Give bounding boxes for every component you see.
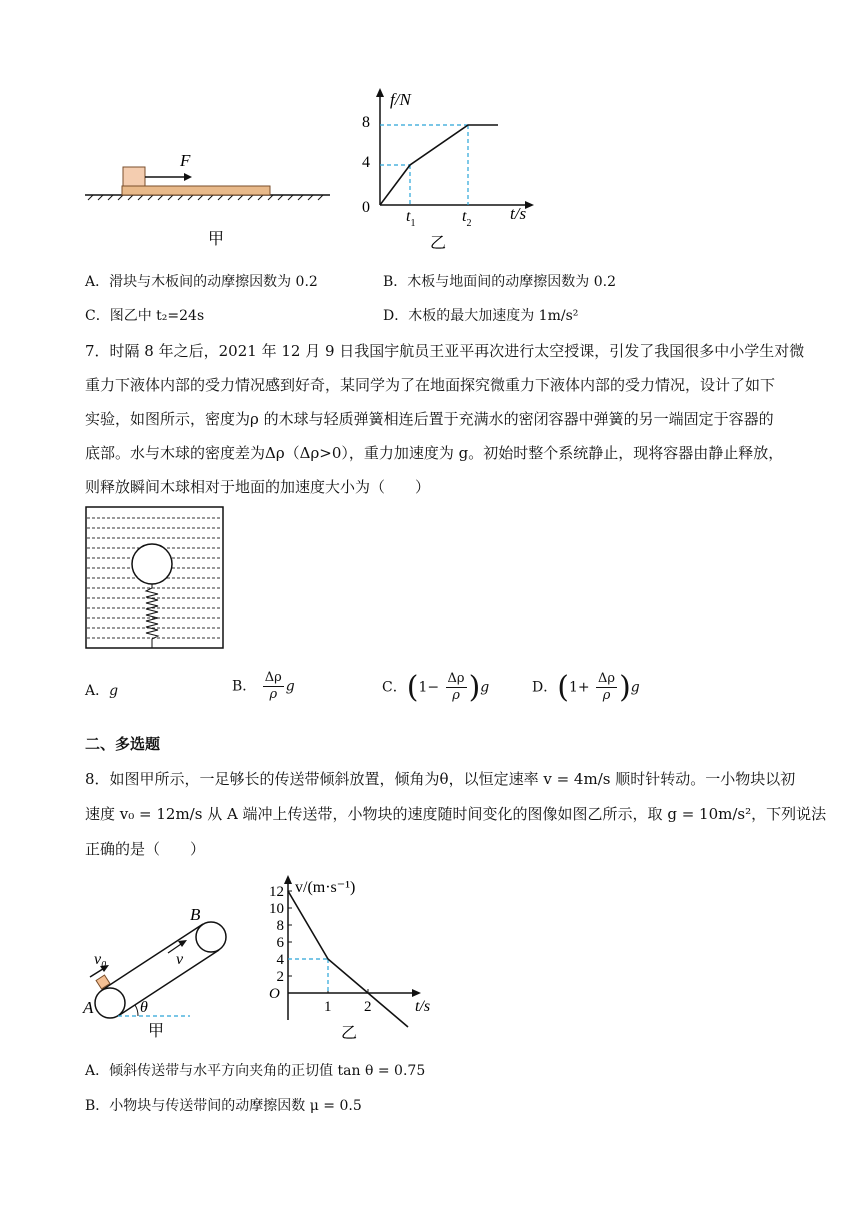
q8-line-3: 正确的是（ ）	[85, 840, 206, 858]
belt-top	[102, 924, 203, 990]
y-tick-label: 6	[276, 935, 284, 951]
q7-option-d[interactable]: D．(1+ $\frac{\Delta\rho}{\rho}$ )g	[532, 670, 640, 705]
label-b: B	[190, 905, 201, 924]
y-tick-label: 8	[276, 918, 284, 934]
q8-v-t-chart	[255, 870, 455, 1045]
y-tick-label: 2	[276, 969, 284, 985]
label-v0: v₀	[94, 951, 107, 968]
wooden-ball	[132, 544, 172, 584]
fig-caption: 甲	[208, 229, 225, 248]
q6-option-b[interactable]: B．木板与地面间的动摩擦因数为 0.2	[383, 274, 617, 290]
y-tick-4: 4	[362, 154, 370, 171]
q6-option-c[interactable]: C．图乙中 t₂=24s	[85, 308, 205, 324]
x-tick-label: 1	[324, 999, 332, 1015]
y-tick-label: 4	[276, 952, 284, 968]
q8-option-b[interactable]: B．小物块与传送带间的动摩擦因数 μ = 0.5	[85, 1098, 362, 1114]
q6-f-t-chart	[350, 85, 550, 260]
x-tick-t2: $t_2$	[462, 208, 472, 229]
fig-caption: 乙	[430, 233, 447, 252]
q8-conveyor-figure	[80, 905, 250, 1040]
q8-line-2: 速度 v₀ = 12m/s 从 A 端冲上传送带，小物块的速度随时间变化的图像如图乙所示，取 g = 10m/s²，下列说法	[85, 805, 827, 823]
y-axis-label: f/N	[390, 90, 411, 109]
force-label: F	[180, 151, 191, 170]
y-tick-8: 8	[362, 114, 370, 131]
q7-option-c[interactable]: C．(1− $\frac{\Delta\rho}{\rho}$ )g	[382, 670, 490, 705]
origin-label: O	[269, 986, 280, 1002]
q7-option-b[interactable]: B． $\frac{\Delta\rho}{\rho}$ g	[232, 670, 295, 702]
origin-label: 0	[362, 199, 370, 216]
q6-option-a[interactable]: A．滑块与木板间的动摩擦因数为 0.2	[85, 274, 318, 290]
y-tick-label: 12	[269, 884, 284, 900]
slider-block	[123, 167, 145, 186]
q8-line-1: 8．如图甲所示，一足够长的传送带倾斜放置，倾角为θ，以恒定速率 v = 4m/s 顺时针转动。一小物块以初	[85, 770, 796, 788]
q7-line-2: 重力下液体内部的受力情况感到好奇，某同学为了在地面探究微重力下液体内部的受力情况，设计了如下	[85, 376, 776, 394]
wooden-board	[122, 186, 270, 195]
label-a: A	[83, 998, 94, 1017]
x-axis-label: t/s	[415, 998, 431, 1015]
y-axis-label: v/(m·s⁻¹)	[295, 879, 356, 896]
fig-caption: 乙	[341, 1023, 358, 1042]
q6-fig-jia	[80, 150, 340, 250]
label-v: v	[176, 951, 184, 968]
belt-bottom	[118, 950, 219, 1016]
q8-option-a[interactable]: A．倾斜传送带与水平方向夹角的正切值 tan θ = 0.75	[85, 1063, 426, 1079]
q7-line-1: 7．时隔 8 年之后，2021 年 12 月 9 日我国宇航员王亚平再次进行太空授课，引发了我国很多中小学生对微	[85, 342, 805, 360]
label-theta: θ	[140, 999, 148, 1016]
q7-line-4: 底部。水与木球的密度差为Δρ（Δρ>0），重力加速度为 g。初始时整个系统静止，现将容器由静止释放，	[85, 444, 784, 462]
q7-container-figure	[85, 506, 225, 650]
x-tick-label: 2	[364, 999, 372, 1015]
q7-line-3: 实验，如图所示，密度为ρ 的木球与轻质弹簧相连后置于充满水的密闭容器中弹簧的另一端固定于容器的	[85, 410, 774, 428]
y-tick-label: 10	[269, 901, 284, 917]
q7-line-5: 则释放瞬间木球相对于地面的加速度大小为（ ）	[85, 478, 431, 496]
x-tick-t1: $t_1$	[406, 208, 416, 229]
q7-option-a[interactable]: A．g	[85, 683, 119, 699]
q6-option-d[interactable]: D．木板的最大加速度为 1m/s²	[383, 308, 579, 324]
x-axis-label: t/s	[510, 204, 527, 223]
fig-caption: 甲	[148, 1021, 165, 1040]
section-title: 二、多选题	[85, 735, 161, 753]
